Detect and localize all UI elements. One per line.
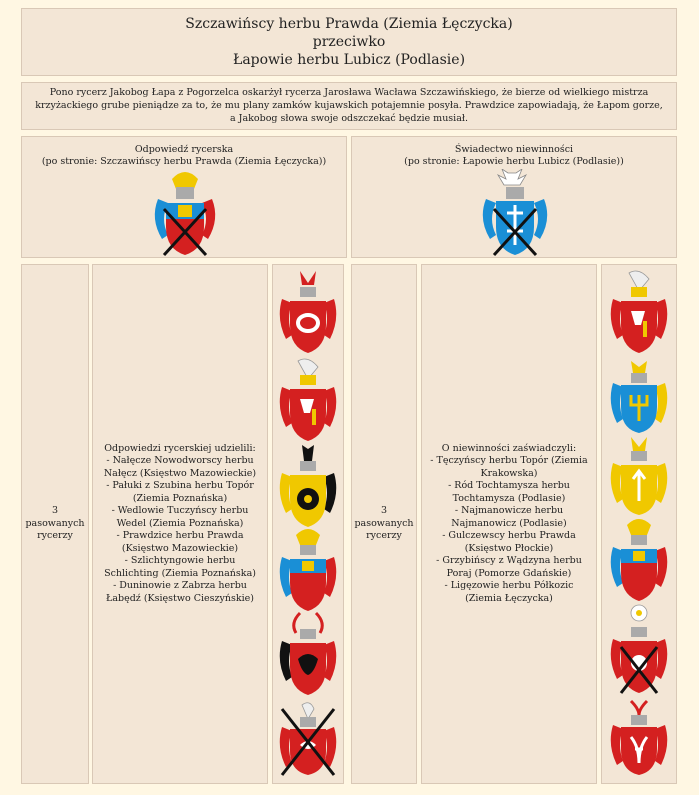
list-item: - Szlichtyngowie herbu Schlichting (Ziemia Poznańska) <box>104 555 256 579</box>
list-item: - Najmanowicze herbu Najmanowicz (Podlasie) <box>451 505 567 529</box>
right-count-number: 3 <box>380 505 388 517</box>
left-list-title: Odpowiedzi rycerskiej udzielili: <box>104 442 256 454</box>
right-knight-count <box>351 264 417 784</box>
topor-coat-of-arms <box>278 357 338 443</box>
left-count-word-1: pasowanych <box>25 517 85 529</box>
schlichting-coat-of-arms <box>278 611 338 697</box>
list-item: - Tęczyńscy herbu Topór (Ziemia Krakowska) <box>430 455 588 479</box>
nalecz-coat-of-arms <box>278 269 338 355</box>
list-item: - Nałęcze Nowodworscy herbu Nałęcz (Księstwo Mazowieckie) <box>103 455 257 479</box>
polkozic-coat-of-arms <box>607 699 671 779</box>
title-line-2: przeciwko <box>312 34 386 50</box>
list-item: - Ród Tochtamysza herbu Tochtamysza (Podlasie) <box>448 480 570 504</box>
title-panel <box>21 8 677 76</box>
topor-coat-of-arms <box>607 269 671 355</box>
left-count-number: 3 <box>51 505 59 517</box>
lubicz-coat-of-arms-crossed <box>480 169 550 259</box>
right-list-title: O niewinności zaświadczyli: <box>441 442 577 454</box>
list-item: - Pałuki z Szubina herbu Topór (Ziemia Poznańska) <box>106 480 254 504</box>
left-count-word-2: rycerzy <box>37 530 73 542</box>
left-supporters-list <box>92 264 268 784</box>
prawda-coat-of-arms <box>607 517 671 603</box>
left-side-header <box>21 136 347 258</box>
wedel-coat-of-arms <box>278 443 338 529</box>
left-heading: Odpowiedź rycerska <box>134 144 234 155</box>
list-item: - Gulczewscy herbu Prawda (Księstwo Płockie) <box>442 530 576 554</box>
labedz-coat-of-arms-crossed <box>278 701 338 777</box>
right-supporters-list <box>421 264 597 784</box>
title-line-1: Szczawińscy herbu Prawda (Ziemia Łęczycka) <box>185 16 513 32</box>
prawda-coat-of-arms-crossed <box>150 169 220 259</box>
title-line-3: Łapowie herbu Lubicz (Podlasie) <box>232 52 466 68</box>
right-count-word-1: pasowanych <box>354 517 414 529</box>
list-item: - Ligęzowie herbu Półkozic (Ziemia Łęczycka) <box>444 580 574 604</box>
description-panel <box>21 82 677 130</box>
description-text: Pono rycerz Jakobog Łapa z Pogorzelca oskarżył rycerza Jarosława Wacława Szczawińskiego, że bierze od wielkiego mistrza krzyżackiego grube pieniądze za to, że mu plany zamków kujawskich potajemnie posyła. Prawdzice zapowiadają, że Łapom gorze, a Jakobog słowa swoje odszczekać będzie musiał. <box>35 87 663 124</box>
left-side-label: (po stronie: Szczawińscy herbu Prawda (Ziemia Łęczycka)) <box>41 156 327 167</box>
left-arms-column <box>272 264 344 784</box>
left-knight-count <box>21 264 89 784</box>
right-arms-column <box>601 264 677 784</box>
list-item: - Prawdzice herbu Prawda (Księstwo Mazowieckie) <box>116 530 244 554</box>
right-side-header <box>351 136 677 258</box>
najmanowicz-coat-of-arms <box>607 435 671 519</box>
list-item: - Wedlowie Tuczyńscy herbu Wedel (Ziemia Poznańska) <box>111 505 249 529</box>
right-heading: Świadectwo niewinności <box>454 144 574 155</box>
right-side-label: (po stronie: Łapowie herbu Lubicz (Podlasie)) <box>404 156 624 167</box>
tochtamysz-coat-of-arms <box>607 357 671 437</box>
list-item: - Grzybińscy z Wądzyna herbu Poraj (Pomorze Gdańskie) <box>436 555 582 579</box>
right-count-word-2: rycerzy <box>366 530 402 542</box>
list-item: - Duninowie z Zabrza herbu Łabędź (Księstwo Cieszyńskie) <box>105 580 255 604</box>
poraj-coat-of-arms-crossed <box>607 601 671 697</box>
prawda-coat-of-arms <box>278 527 338 613</box>
